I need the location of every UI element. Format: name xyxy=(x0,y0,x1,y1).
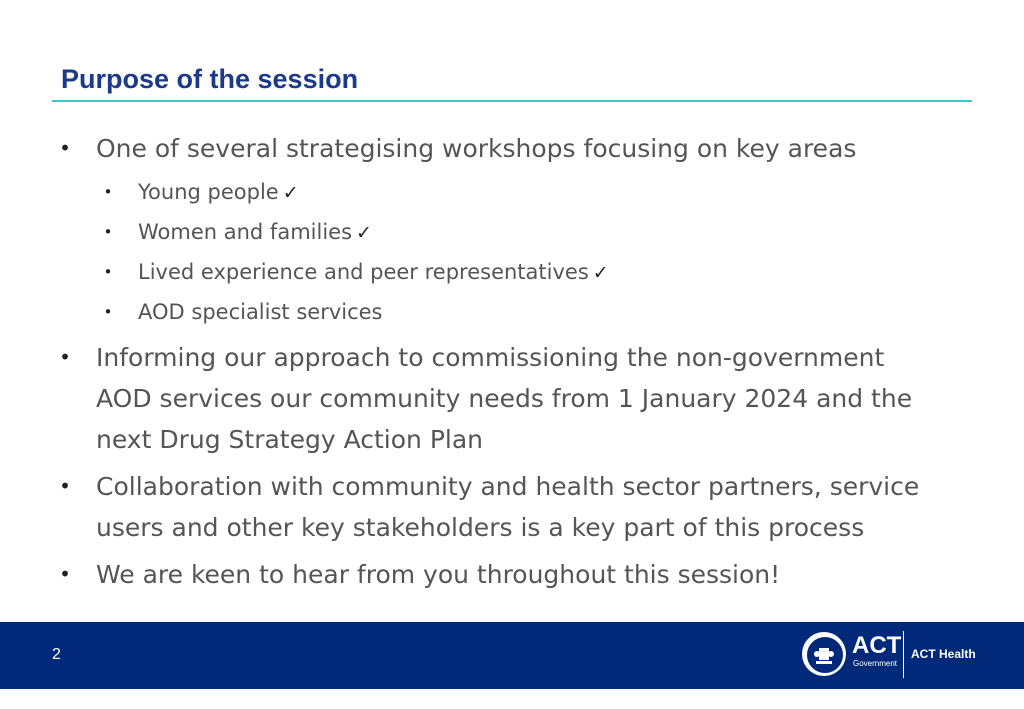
sub-bullet-text: Women and families xyxy=(138,220,353,244)
page-number: 2 xyxy=(52,646,61,663)
logo-act-text: ACT xyxy=(852,632,902,659)
check-icon: ✓ xyxy=(282,182,299,204)
sub-bullet-text: AOD specialist services xyxy=(138,300,383,324)
sub-bullet-aod-services xyxy=(103,292,383,332)
bullet-line: next Drug Strategy Action Plan xyxy=(96,425,484,454)
act-seal-icon xyxy=(802,632,846,676)
bullet-dot: • xyxy=(103,223,113,241)
bullet-text: One of several strategising workshops focusing on key areas xyxy=(96,134,857,163)
bullet-line: users and other key stakeholders is a key part of this process xyxy=(96,513,865,542)
bullet-commissioning xyxy=(59,337,913,460)
bullet-dot: • xyxy=(59,474,71,498)
sub-bullet-text: Young people xyxy=(138,180,279,204)
sub-bullet-lived-experience xyxy=(103,252,609,293)
bullet-keen-to-hear xyxy=(59,554,781,595)
bullet-line: AOD services our community needs from 1 January 2024 and the xyxy=(96,384,913,413)
bullet-line: Informing our approach to commissioning the non-government xyxy=(96,343,885,372)
bullet-dot: • xyxy=(59,345,71,369)
bullet-dot: • xyxy=(59,562,71,586)
title-underline xyxy=(52,100,972,102)
bullet-dot: • xyxy=(103,263,113,281)
bullet-line: Collaboration with community and health sector partners, service xyxy=(96,472,920,501)
logo-government-text: Government xyxy=(853,659,898,668)
sub-bullet-young-people xyxy=(103,172,299,213)
bullet-workshops xyxy=(59,128,857,169)
footer-bar xyxy=(0,622,1024,689)
check-icon: ✓ xyxy=(592,262,609,284)
slide-title: Purpose of the session xyxy=(61,64,359,94)
bullet-collaboration xyxy=(59,466,920,548)
logo-divider xyxy=(903,631,904,678)
sub-bullet-women-families xyxy=(103,212,372,253)
bullet-dot: • xyxy=(59,136,71,160)
bullet-dot: • xyxy=(103,183,113,201)
bullet-text: We are keen to hear from you throughout this session! xyxy=(96,560,781,589)
act-health-label: ACT Health xyxy=(911,647,976,661)
bullet-dot: • xyxy=(103,303,113,321)
coat-of-arms-icon xyxy=(802,632,846,676)
sub-bullet-text: Lived experience and peer representatives xyxy=(138,260,589,284)
check-icon: ✓ xyxy=(356,222,372,244)
